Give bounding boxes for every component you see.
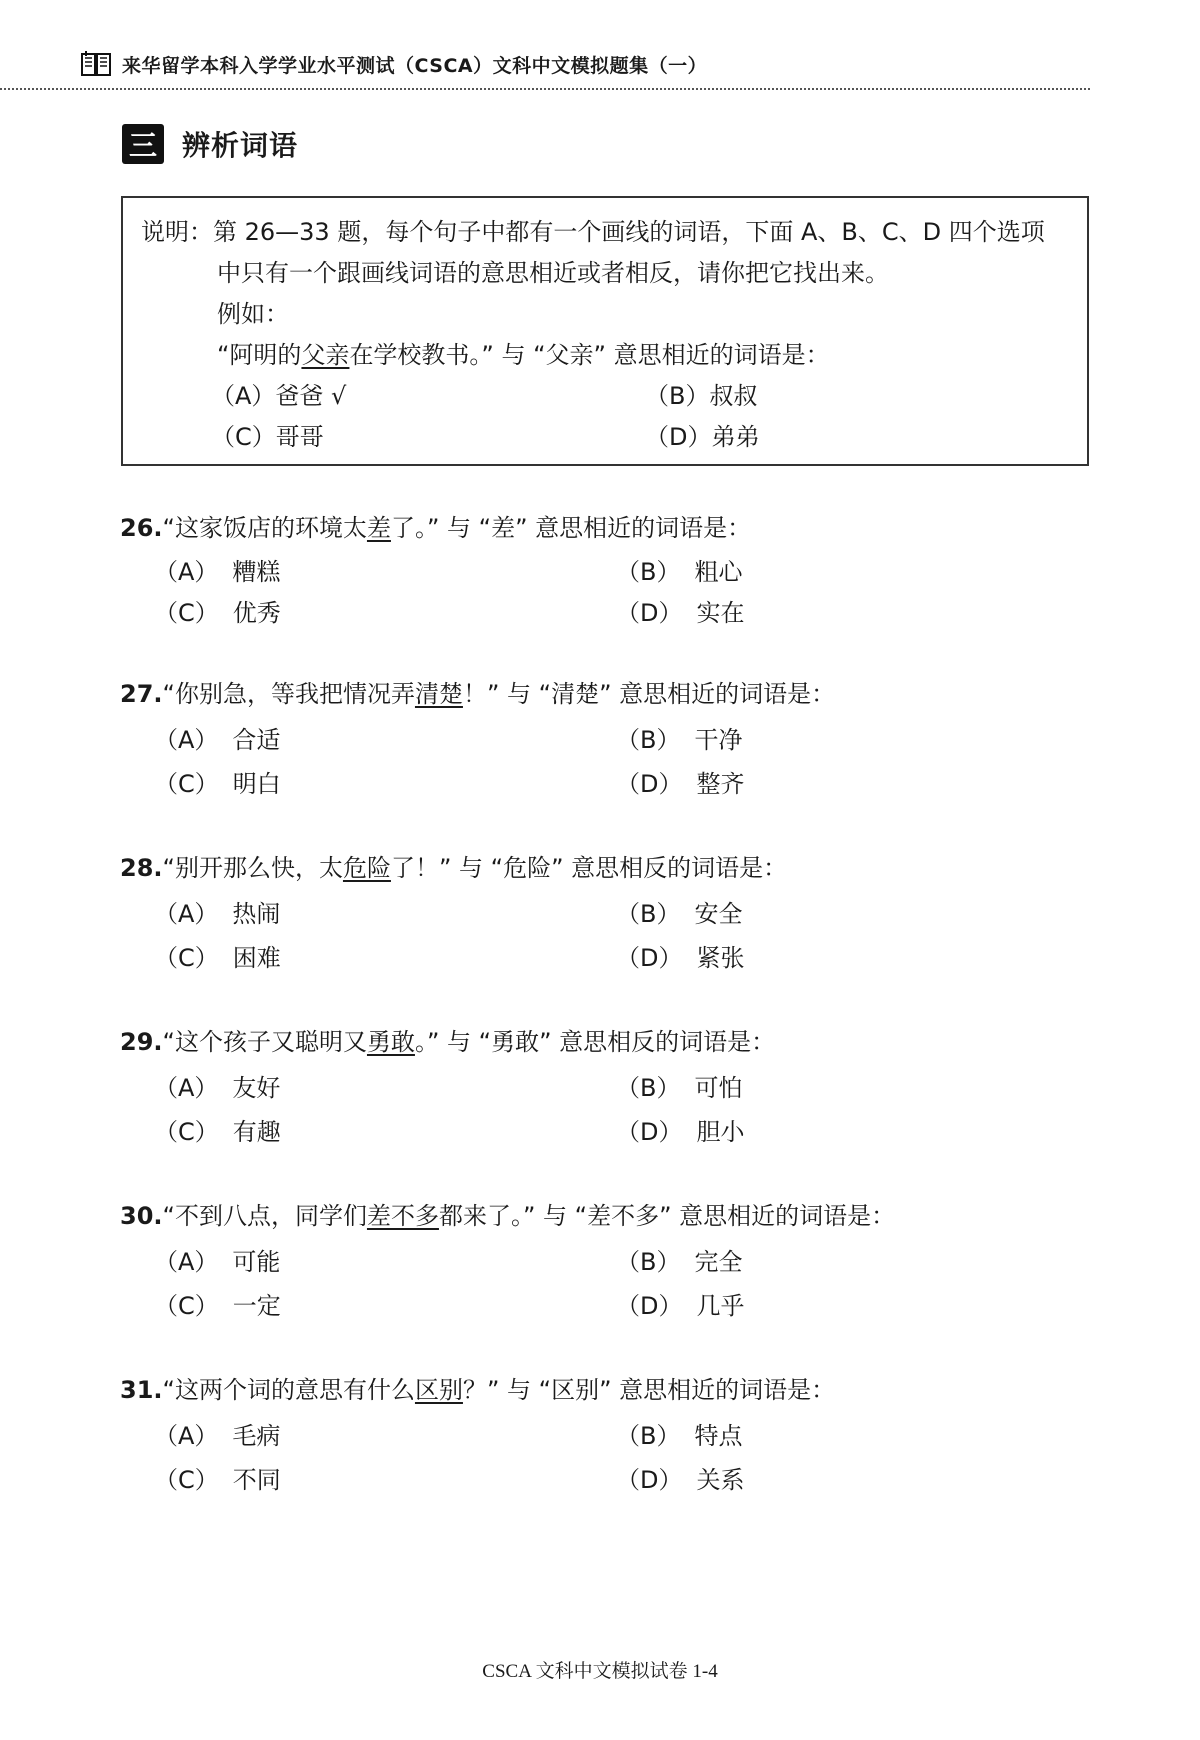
question-stem: 28.“别开那么快，太危险了！” 与 “危险” 意思相反的词语是： — [120, 854, 788, 882]
option-a[interactable]: （A） 毛病 — [154, 1422, 281, 1450]
question-stem: 30.“不到八点，同学们差不多都来了。” 与 “差不多” 意思相近的词语是： — [120, 1202, 896, 1230]
option-c[interactable]: （C） 不同 — [154, 1466, 281, 1494]
header-divider — [0, 88, 1090, 90]
example-sentence — [217, 335, 830, 370]
option-a[interactable]: （A） 糟糕 — [154, 558, 281, 586]
example-underlined-word: 父亲 — [301, 341, 350, 369]
page-footer: CSCA 文科中文模拟试卷 1-4 — [482, 1661, 718, 1682]
underlined-word: 差不多 — [366, 1202, 439, 1230]
option-b[interactable]: （B） 完全 — [616, 1248, 743, 1276]
example-option-d: （D）弟弟 — [645, 423, 760, 451]
option-c[interactable]: （C） 一定 — [154, 1292, 281, 1320]
section-number: 三 — [122, 124, 164, 164]
question-stem: 29.“这个孩子又聪明又勇敢。” 与 “勇敢” 意思相反的词语是： — [120, 1028, 776, 1056]
question-stem: 31.“这两个词的意思有什么区别？” 与 “区别” 意思相近的词语是： — [120, 1376, 836, 1404]
option-b[interactable]: （B） 可怕 — [616, 1074, 743, 1102]
page-header — [80, 50, 1090, 78]
instructions-label: 说明： — [141, 218, 213, 246]
option-d[interactable]: （D） 胆小 — [616, 1118, 745, 1146]
option-a[interactable]: （A） 可能 — [154, 1248, 281, 1276]
instructions-line-1 — [141, 212, 1045, 247]
question-28 — [120, 852, 1080, 972]
question-31 — [120, 1374, 1080, 1494]
option-c[interactable]: （C） 困难 — [154, 944, 281, 972]
example-label: 例如： — [217, 300, 289, 328]
header-title: 来华留学本科入学学业水平测试（CSCA）文科中文模拟题集（一） — [122, 54, 708, 77]
section-title: 辨析词语 — [182, 129, 299, 162]
underlined-word: 差 — [366, 514, 391, 542]
instructions-box — [121, 196, 1089, 466]
option-b[interactable]: （B） 干净 — [616, 726, 743, 754]
option-c[interactable]: （C） 优秀 — [154, 599, 281, 627]
option-d[interactable]: （D） 紧张 — [616, 944, 745, 972]
option-b[interactable]: （B） 粗心 — [616, 558, 743, 586]
option-c[interactable]: （C） 有趣 — [154, 1118, 281, 1146]
option-c[interactable]: （C） 明白 — [154, 770, 281, 798]
instructions-text-1: 第 26—33 题，每个句子中都有一个画线的词语，下面 A、B、C、D 四个选项 — [213, 218, 1045, 246]
section-heading — [122, 124, 298, 164]
underlined-word: 危险 — [342, 854, 391, 882]
option-d[interactable]: （D） 整齐 — [616, 770, 745, 798]
example-option-a: （A）爸爸 √ — [211, 382, 347, 410]
question-29 — [120, 1026, 1080, 1146]
instructions-line-2: 中只有一个跟画线词语的意思相近或者相反，请你把它找出来。 — [217, 259, 889, 287]
option-d[interactable]: （D） 几乎 — [616, 1292, 745, 1320]
option-b[interactable]: （B） 特点 — [616, 1422, 743, 1450]
option-b[interactable]: （B） 安全 — [616, 900, 743, 928]
underlined-word: 区别 — [414, 1376, 463, 1404]
option-a[interactable]: （A） 热闹 — [154, 900, 281, 928]
underlined-word: 勇敢 — [366, 1028, 415, 1056]
question-27 — [120, 678, 1080, 798]
question-30 — [120, 1200, 1080, 1320]
option-d[interactable]: （D） 实在 — [616, 599, 745, 627]
option-a[interactable]: （A） 友好 — [154, 1074, 281, 1102]
question-stem: 27.“你别急，等我把情况弄清楚！” 与 “清楚” 意思相近的词语是： — [120, 680, 836, 708]
example-option-c: （C）哥哥 — [211, 423, 324, 451]
option-d[interactable]: （D） 关系 — [616, 1466, 745, 1494]
underlined-word: 清楚 — [414, 680, 463, 708]
example-text-after: 在学校教书。” 与 “父亲” 意思相近的词语是： — [349, 341, 830, 369]
option-a[interactable]: （A） 合适 — [154, 726, 281, 754]
question-stem: 26.“这家饭店的环境太差了。” 与 “差” 意思相近的词语是： — [120, 514, 752, 542]
question-26 — [120, 512, 1080, 627]
example-text-before: “阿明的 — [217, 341, 302, 369]
example-option-b: （B）叔叔 — [645, 382, 758, 410]
book-icon — [80, 50, 112, 78]
